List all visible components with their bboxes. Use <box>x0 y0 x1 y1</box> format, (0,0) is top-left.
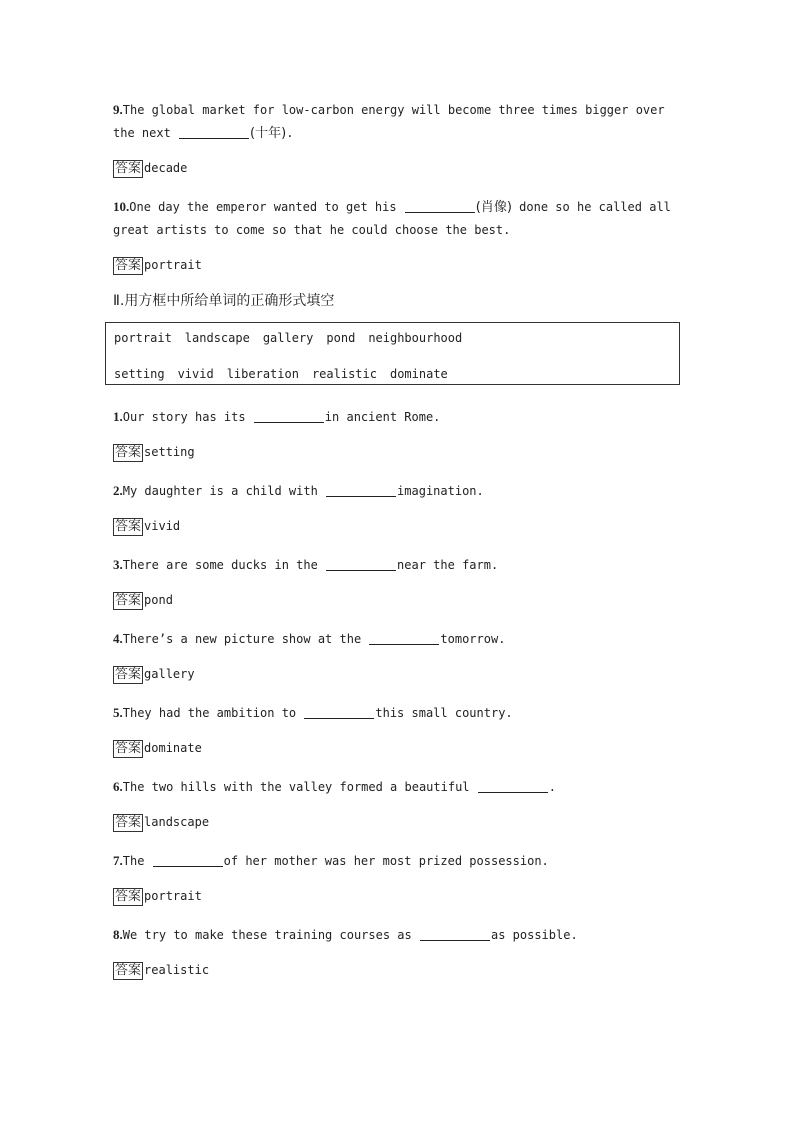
answer-line <box>113 159 693 178</box>
question-9 <box>113 98 693 178</box>
question-10 <box>113 195 693 275</box>
answer-line <box>113 813 693 832</box>
answer-tag: 答案 <box>115 963 142 978</box>
answer-tag: 答案 <box>115 815 142 830</box>
question-number: 8. <box>113 927 123 942</box>
word: neighbourhood <box>368 331 463 345</box>
word-box <box>105 322 680 385</box>
answer-line <box>113 256 693 275</box>
word-row-1 <box>114 329 679 347</box>
answer-tag: 答案 <box>115 593 142 608</box>
answer-text: setting <box>144 445 195 459</box>
word: vivid <box>177 367 214 381</box>
answer-line <box>113 591 693 610</box>
question-text: 4.There’s a new picture show at the tomorrow. <box>113 631 506 646</box>
question-5 <box>113 701 693 758</box>
section-title: Ⅱ.用方框中所给单词的正确形式填空 <box>113 293 335 309</box>
question-text: 5.They had the ambition to this small country. <box>113 705 513 720</box>
answer-text: realistic <box>144 963 210 977</box>
question-text: 3.There are some ducks in the near the farm. <box>113 557 499 572</box>
question-number: 6. <box>113 779 123 794</box>
answer-tag: 答案 <box>115 667 142 682</box>
answer-blank <box>326 483 396 497</box>
question-number: 10. <box>113 199 130 214</box>
question-8 <box>113 923 693 980</box>
answer-text: pond <box>144 593 173 607</box>
word: portrait <box>114 331 172 345</box>
answer-blank <box>326 557 396 571</box>
hint: (十年) <box>250 126 287 141</box>
word: setting <box>114 367 165 381</box>
word-row-2 <box>114 365 679 383</box>
word: liberation <box>226 367 299 381</box>
answer-line <box>113 517 693 536</box>
answer-tag: 答案 <box>115 519 142 534</box>
word: pond <box>326 331 356 345</box>
answer-tag: 答案 <box>115 741 142 756</box>
question-number: 3. <box>113 557 123 572</box>
answer-tag: 答案 <box>115 161 142 176</box>
question-text: 1.Our story has its in ancient Rome. <box>113 409 441 424</box>
answer-line <box>113 443 693 462</box>
answer-text: dominate <box>144 741 202 755</box>
question-number: 4. <box>113 631 123 646</box>
answer-text: portrait <box>144 258 202 272</box>
hint: (肖像) <box>475 200 512 215</box>
answer-text: gallery <box>144 667 195 681</box>
answer-text: decade <box>144 161 188 175</box>
question-text: 8.We try to make these training courses as as possible. <box>113 927 578 942</box>
word: gallery <box>262 331 314 345</box>
answer-tag: 答案 <box>115 258 142 273</box>
word: dominate <box>389 367 448 381</box>
answer-line <box>113 887 693 906</box>
question-6 <box>113 775 693 832</box>
question-7 <box>113 849 693 906</box>
answer-blank <box>478 779 548 793</box>
question-number: 5. <box>113 705 123 720</box>
worksheet <box>113 98 693 997</box>
section2-questions <box>113 405 693 980</box>
question-text: 6.The two hills with the valley formed a beautiful . <box>113 779 556 794</box>
answer-blank <box>405 199 475 213</box>
answer-blank <box>369 631 439 645</box>
answer-line <box>113 961 693 980</box>
question-text: 9.The global market for low-carbon energy will become three times bigger over the next (十年). <box>113 102 665 141</box>
question-3 <box>113 553 693 610</box>
question-2 <box>113 479 693 536</box>
word: realistic <box>311 367 377 381</box>
answer-tag: 答案 <box>115 889 142 904</box>
answer-tag: 答案 <box>115 445 142 460</box>
question-number: 7. <box>113 853 123 868</box>
question-number: 2. <box>113 483 123 498</box>
word: landscape <box>184 331 250 345</box>
question-4 <box>113 627 693 684</box>
answer-blank <box>254 409 324 423</box>
answer-blank <box>420 927 490 941</box>
question-number: 9. <box>113 102 123 117</box>
answer-blank <box>153 853 223 867</box>
answer-text: vivid <box>144 519 181 533</box>
question-1 <box>113 405 693 462</box>
question-text: 7.The of her mother was her most prized possession. <box>113 853 549 868</box>
answer-text: landscape <box>144 815 210 829</box>
question-text: 10.One day the emperor wanted to get his (肖像) done so he called all great artists to come so that he could choose the best. <box>113 199 671 237</box>
answer-line <box>113 665 693 684</box>
answer-line <box>113 739 693 758</box>
question-text: 2.My daughter is a child with imagination. <box>113 483 484 498</box>
answer-blank <box>304 705 374 719</box>
answer-text: portrait <box>144 889 202 903</box>
answer-blank <box>179 125 249 139</box>
question-number: 1. <box>113 409 123 424</box>
